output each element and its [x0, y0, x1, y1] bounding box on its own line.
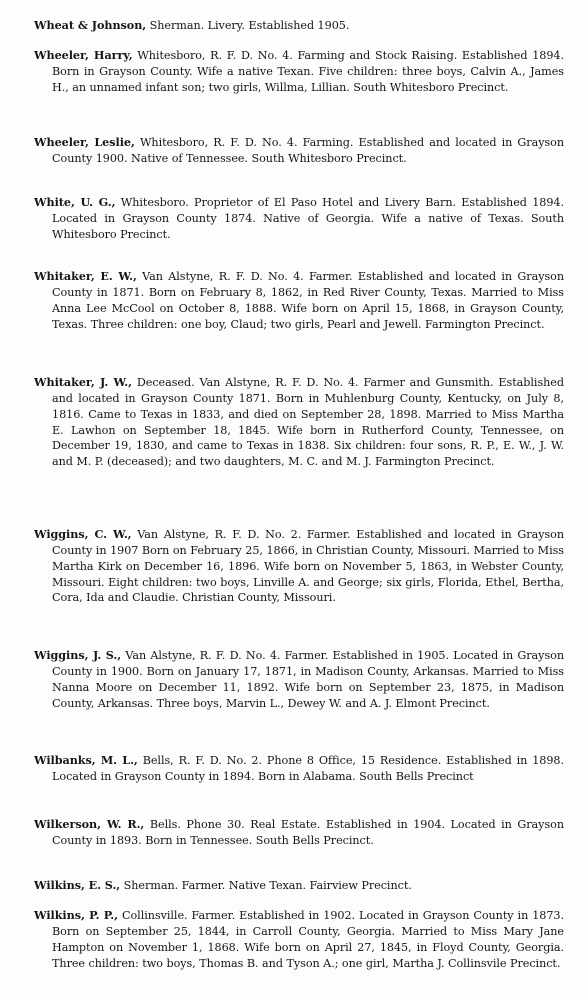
entry-name: Wiggins, J. S., [34, 648, 122, 663]
entry-body: Bells, R. F. D. No. 2. Phone 8 Office, 15 Residence. Established in 1898. Located in Grayson County in 1894. Born in Alabama. South Bells Precinct [52, 754, 564, 783]
entry-name: White, U. G., [34, 195, 116, 210]
directory-entry [34, 195, 564, 242]
entry-body: Bells. Phone 30. Real Estate. Established in 1904. Located in Grayson County in 1893. Born in Tennessee. South Bells Precinct. [52, 818, 564, 847]
entry-body: Van Alstyne, R. F. D. No. 4. Farmer. Established in 1905. Located in Grayson County in 1900. Born on January 17, 1871, in Madison County, Arkansas. Married to Miss Nanna Moore on December 11, 1892. Wife born on September 23, 1875, in Madison County, Arkansas. Three boys, Marvin L., Dewey W. and A. J. Elmont Precinct. [52, 649, 564, 710]
entry-body: Whitesboro, R. F. D. No. 4. Farming. Established and located in Grayson County 1900. Native of Tennessee. South Whitesboro Precinct. [52, 136, 564, 165]
entry-name: Wheat & Johnson, [34, 18, 147, 33]
entry-body: Sherman. Farmer. Native Texan. Fairview Precinct. [123, 879, 412, 893]
directory-entry [34, 135, 564, 167]
entry-body: Sherman. Livery. Established 1905. [149, 19, 350, 33]
directory-entry [34, 18, 564, 34]
directory-entry [34, 269, 564, 332]
entry-name: Wheeler, Harry, [34, 48, 133, 63]
entry-body: Whitesboro, R. F. D. No. 4. Farming and Stock Raising. Established 1894. Born in Grayson County. Wife a native Texan. Five children: three boys, Calvin A., James H., an unnamed infant son; two girls, Willma, Lillian. South Whitesboro Precinct. [52, 49, 564, 94]
entry-body: Van Alstyne, R. F. D. No. 4. Farmer. Established and located in Grayson County in 1871. Born on February 8, 1862, in Red River County, Texas. Married to Miss Anna Lee McCool on October 8, 1888. Wife born on April 15, 1868, in Grayson County, Texas. Three children: one boy, Claud; two girls, Pearl and Jewell. Farmington Precinct. [52, 270, 565, 331]
directory-entry [34, 648, 564, 711]
entry-name: Wilkerson, W. R., [34, 817, 145, 832]
entry-body: Collinsville. Farmer. Established in 1902. Located in Grayson County in 1873. Born on September 25, 1844, in Carroll County, Georgia. Married to Miss Mary Jane Hampton on November 1, 1868. Wife born on April 27, 1845, in Floyd County, Georgia. Three children: two boys, Thomas B. and Tyson A.; one girl, Martha J. Collinsvile Precinct. [52, 909, 564, 970]
entry-name: Wilbanks, M. L., [34, 753, 138, 768]
entry-body: Whitesboro. Proprietor of El Paso Hotel and Livery Barn. Established 1894. Located in Grayson County 1874. Native of Georgia. Wife a native of Texas. South Whitesboro Precinct. [52, 196, 564, 241]
directory-entry [34, 908, 564, 971]
directory-entry [34, 753, 564, 785]
directory-entry [34, 527, 564, 606]
directory-entry [34, 878, 564, 894]
entry-name: Wilkins, P. P., [34, 908, 118, 923]
directory-entry [34, 48, 564, 95]
entry-body: Van Alstyne, R. F. D. No. 2. Farmer. Established and located in Grayson County in 1907 Born on February 25, 1866, in Christian County, Missouri. Married to Miss Martha Kirk on December 16, 1896. Wife born on November 5, 1863, in Webster County, Missouri. Eight children: two boys, Linville A. and George; six girls, Florida, Ethel, Bertha, Cora, Ida and Claudie. Christian County, Missouri. [52, 528, 564, 605]
entry-name: Wheeler, Leslie, [34, 135, 135, 150]
entry-name: Whitaker, E. W., [34, 269, 137, 284]
entry-name: Whitaker, J. W., [34, 375, 132, 390]
directory-entry [34, 375, 564, 470]
entry-name: Wiggins, C. W., [34, 527, 132, 542]
entry-body: Deceased. Van Alstyne, R. F. D. No. 4. Farmer and Gunsmith. Established and located in Grayson County 1871. Born in Muhlenburg County, Kentucky, on July 8, 1816. Came to Texas in 1833, and died on September 28, 1898. Married to Miss Martha E. Lawhon on September 18, 1845. Wife born in Rutherford County, Tennessee, on December 19, 1830, and came to Texas in 1838. Six children: four sons, R. P., E. W., J. W. and M. P. (deceased); and two daughters, M. C. and M. J. Farmington Precinct. [52, 376, 564, 469]
entry-name: Wilkins, E. S., [34, 878, 121, 893]
directory-entry [34, 817, 564, 849]
